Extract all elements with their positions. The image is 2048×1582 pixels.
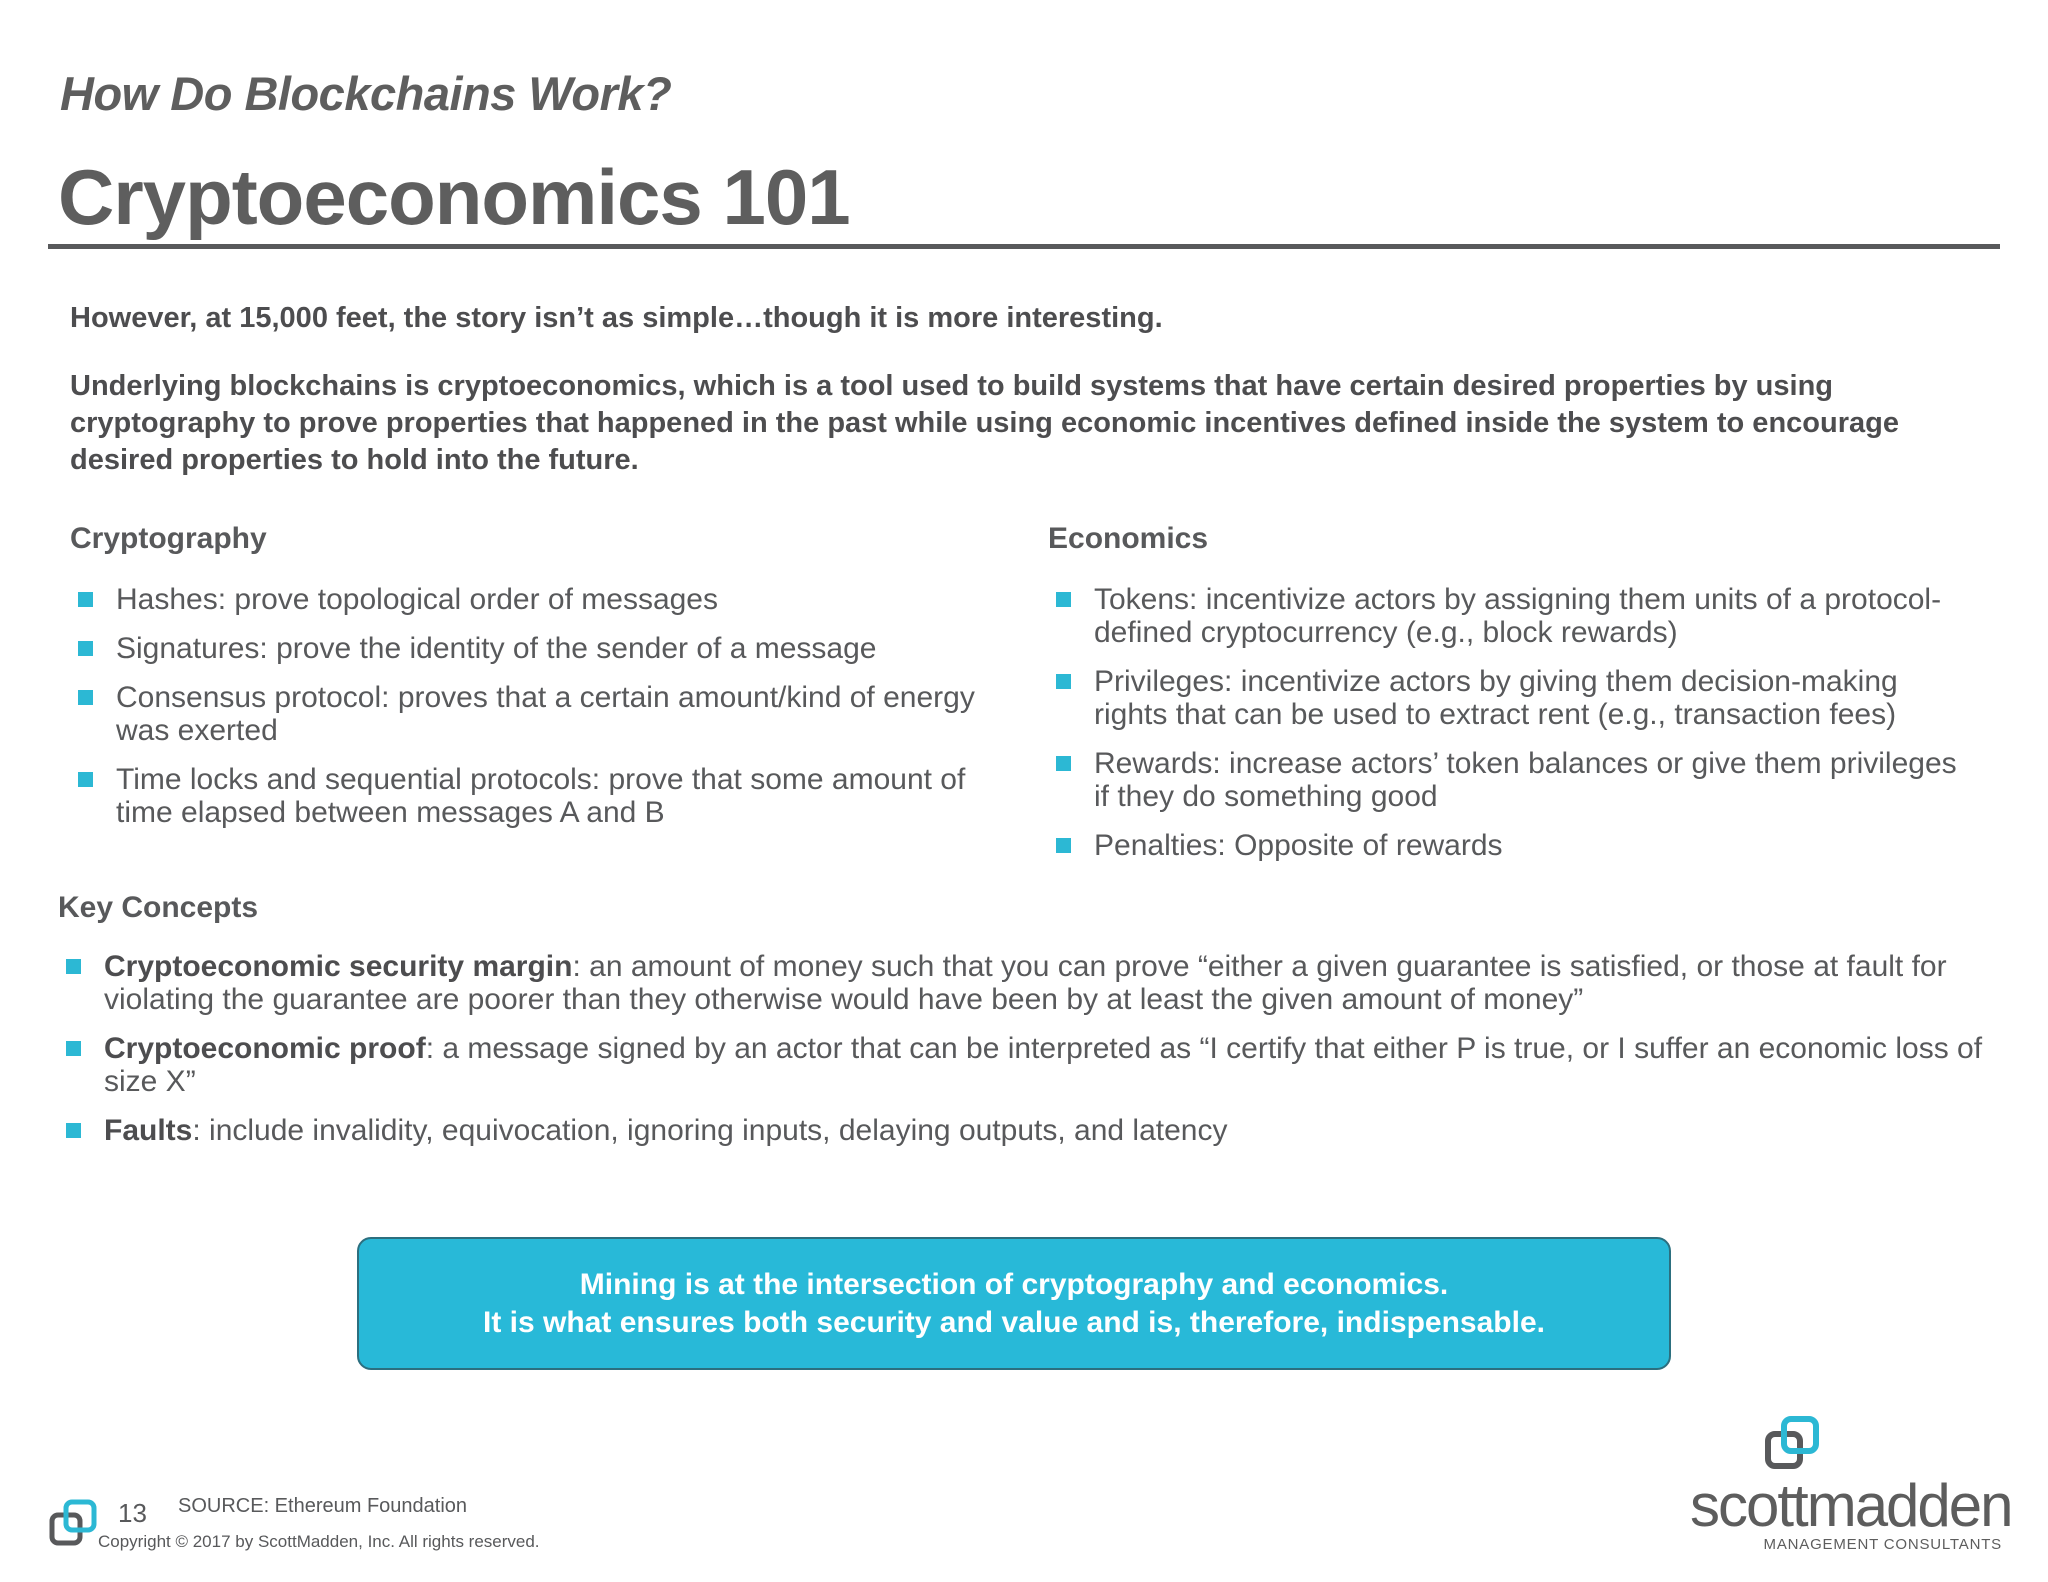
list-item: Time locks and sequential protocols: prove that some amount of time elapsed between messages A and B	[70, 763, 1030, 829]
square-bullet-icon	[78, 772, 93, 787]
concept-definition: : include invalidity, equivocation, ignoring inputs, delaying outputs, and latency	[192, 1114, 1228, 1147]
concept-definition: : an amount of money such that you can prove “either a given guarantee is satisfied, or those at fault for violating the guarantee are poorer than they otherwise would have been by at least the given amount of money”	[104, 950, 1947, 1016]
list-item: Penalties: Opposite of rewards	[1048, 829, 1978, 862]
intro-statement: However, at 15,000 feet, the story isn’t as simple…though it is more interesting.	[70, 302, 1163, 334]
callout-line-1: Mining is at the intersection of cryptography and economics.	[579, 1267, 1449, 1301]
section-subtitle: How Do Blockchains Work?	[60, 67, 672, 120]
source-note: SOURCE: Ethereum Foundation	[178, 1495, 468, 1517]
square-bullet-icon	[1056, 838, 1071, 853]
square-bullet-icon	[1056, 674, 1071, 689]
logo-squares-icon	[1762, 1414, 1826, 1478]
list-item: Tokens: incentivize actors by assigning them units of a protocol-defined cryptocurrency (e.g., block rewards)	[1048, 583, 1978, 649]
economics-list	[1048, 583, 1978, 878]
list-item: Consensus protocol: proves that a certain amount/kind of energy was exerted	[70, 681, 1030, 747]
concept-term: Cryptoeconomic proof	[104, 1032, 426, 1065]
list-item	[58, 950, 1998, 1016]
square-bullet-icon	[1056, 756, 1071, 771]
key-concepts-heading: Key Concepts	[58, 891, 259, 924]
concept-definition: : a message signed by an actor that can be interpreted as “I certify that either P is true, or I suffer an economic loss of size X”	[104, 1032, 1983, 1098]
company-logo-tagline: MANAGEMENT CONSULTANTS	[1763, 1536, 2002, 1553]
square-bullet-icon	[66, 1123, 81, 1138]
list-item: Rewards: increase actors’ token balances or give them privileges if they do something good	[1048, 747, 1978, 813]
square-bullet-icon	[78, 592, 93, 607]
concept-term: Faults	[104, 1114, 193, 1147]
list-item: Privileges: incentivize actors by giving them decision-making rights that can be used to extract rent (e.g., transaction fees)	[1048, 665, 1978, 731]
cryptography-heading: Cryptography	[70, 522, 267, 555]
cryptography-list	[70, 583, 1030, 845]
economics-heading: Economics	[1048, 522, 1209, 555]
square-bullet-icon	[78, 690, 93, 705]
page-title: Cryptoeconomics 101	[58, 153, 850, 241]
company-logo-wordmark: scottmadden	[1690, 1472, 2012, 1539]
intro-definition: Underlying blockchains is cryptoeconomics, which is a tool used to build systems that have certain desired properties by using cryptography to prove properties that happened in the past while using economic incentives defined inside the system to encourage desired properties to hold into the future.	[70, 370, 1899, 476]
list-item: Hashes: prove topological order of messages	[70, 583, 1030, 616]
interlocked-squares-icon	[48, 1498, 102, 1552]
concept-term: Cryptoeconomic security margin	[104, 950, 573, 983]
square-bullet-icon	[1056, 592, 1071, 607]
page-number: 13	[118, 1498, 147, 1528]
key-concepts-list	[58, 950, 1998, 1163]
callout-box	[357, 1237, 1671, 1370]
square-bullet-icon	[78, 641, 93, 656]
square-bullet-icon	[66, 1041, 81, 1056]
copyright-notice: Copyright © 2017 by ScottMadden, Inc. All rights reserved.	[98, 1532, 540, 1551]
list-item: Signatures: prove the identity of the sender of a message	[70, 632, 1030, 665]
list-item	[58, 1032, 1998, 1098]
list-item	[58, 1114, 1998, 1147]
square-bullet-icon	[66, 959, 81, 974]
title-divider	[48, 244, 2000, 249]
callout-line-2: It is what ensures both security and value and is, therefore, indispensable.	[483, 1305, 1545, 1339]
